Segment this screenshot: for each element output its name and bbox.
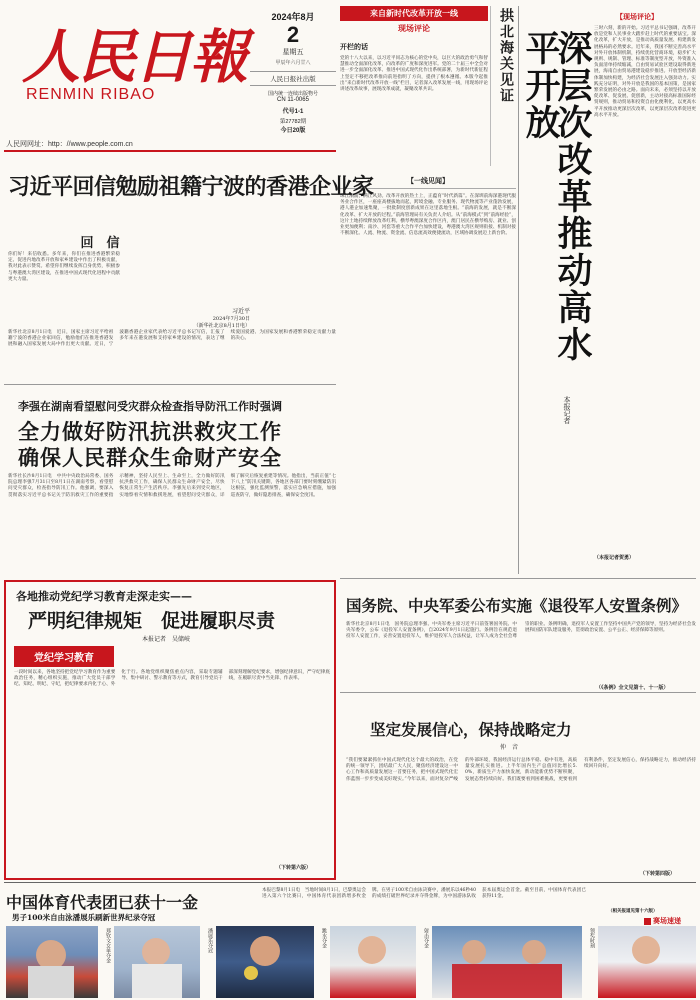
photo-podium: [432, 926, 582, 998]
lunar-date: 甲辰年六月廿八: [275, 60, 311, 66]
discipline-box: [4, 580, 336, 880]
caption-4: 射击夺金: [423, 928, 429, 948]
regulation-body: 新华社北京8月1日电 国务院总理李强、中央军委主席习近平日前签署国务院、中央军委令，公布《退役军人安置条例》，自2024年9月1日起施行。条例旨在规范退役军人安置工作，妥善安置退役军人，维护退役军人合法权益，让军人成为全社会尊崇的职业。条例明确，退役军人安置工作坚持中国共产党的领导，坚持为经济社会发展和国防军队建设服务，贯彻政治安置、公平公正、经济保障等原则。: [346, 622, 696, 640]
scene-body: 珠江潮涌，满江风劲。改革开放的热土上，正蕴育“时代新篇”。在深圳前海深港现代服务业合作区，一座座高楼拔地而起，跨境金融、专业服务、现代物流等产业蓬勃发展，港人港企加速集聚，一批批制度创新成果在这里落地生根。“前海的发展，就是不断深化改革、扩大开放的过程。”前海管理局有关负责人介绍。从“前海模式”到“前海经验”，这片土地持续释放改革红利。横琴粤澳深度合作区内，澳门居民在横琴购房、就业、创业更加便利；南沙、河套等重大合作平台加快建设，粤港澳大湾区规则衔接、机制对接不断深化。人流、物流、资金流、信息流高效便捷流动，区域协调发展迈上新台阶。: [340, 194, 516, 237]
reform-column: [340, 6, 488, 172]
lead-headline: 习近平回信勉励祖籍宁波的香港企业家: [8, 174, 374, 199]
discipline-badge: 党纪学习教育: [14, 646, 114, 667]
sports-body: 本报巴黎8月1日电 当地时间8月1日，巴黎奥运会进入第六个比赛日，中国体育代表团新增多枚金牌。在男子100米自由泳决赛中，潘展乐以46秒40的成绩打破世界纪录并夺得金牌，为中国游泳队收获本届奥运会首金。截至目前，中国体育代表团已获得11金。: [262, 888, 586, 900]
signature-date: 2024年7月30日: [212, 316, 250, 322]
scene-block: [340, 176, 516, 586]
sports-subhead: 男子100米自由泳潘展乐刷新世界纪录夺冠: [12, 913, 156, 922]
flood-headline-1: 全力做好防汛抗洪救灾工作: [18, 421, 282, 444]
caption-5: 领奖时刻: [589, 928, 595, 948]
weekday: 星期五: [282, 49, 304, 56]
website-line: 人民网网址：http：//www.people.com.cn: [6, 141, 133, 148]
sports-headline: 中国体育代表团已获十一金: [6, 895, 199, 912]
sports-link: （相关报道见第十六版）: [608, 909, 658, 914]
scene-title: 【一线见闻】: [340, 176, 516, 189]
commentary-note: （下转第四版）: [640, 871, 676, 877]
right-body: 三时六刻，新的开始。习近平总书记强调，改革开放是党和人民事业大踏步赶上时代的重要法宝。深化改革，扩大开放，是推动高质量发展、构建新发展格局的必然要求。近年来，我国不断完善高水平对外开放体制机制，持续优化营商环境，稳步扩大规则、规制、管理、标准等制度型开放，外资准入负面清单持续缩减，自由贸易试验区建设取得新进展，海南自由贸易港建设稳步推进。开放型经济新体制加快构建，为经济社会发展注入强劲动力。实践充分证明，对外开放是我国的基本国策，是国家繁荣发展的必由之路。面向未来，必须坚持以开放促改革、促发展、促创新，主动对接高标准国际经贸规则，推动贸易和投资自由化便利化，以更高水平开放推动更深层次改革，以更深层次改革促进更高水平开放。: [594, 26, 696, 118]
discipline-kicker: 各地推动党纪学习教育走深走实——: [16, 590, 192, 603]
commentary-headline: 坚定发展信心，保持战略定力: [370, 722, 572, 739]
right-author: 本报记者: [563, 396, 571, 424]
flood-kicker: 李强在湖南看望慰问受灾群众检查指导防汛工作时强调: [18, 400, 282, 413]
code-label: 代号1-1: [282, 109, 304, 115]
right-section: 【现场评论】: [616, 12, 658, 21]
commentary-body: “我们要紧紧抓住中国式现代化这个最大的政治，在党的统一领导下，团结最广大人民，聚焦经济建设这一中心工作和高质量发展这一首要任务，把中国式现代化宏伟蓝图一步步变成美好现实。”今年以来，面对复杂严峻的外部环境，我国经济运行总体平稳、稳中有进，高质量发展扎实推进。上半年国内生产总值同比增长5.0%，新质生产力加快发展，新动能新优势不断积聚，发展态势持续向好。我们既要看到困难挑战，更要看到有利条件，坚定发展信心，保持战略定力，推动经济持续回升向好。: [346, 758, 696, 782]
column-tag-1: 来自新时代改革开放一线: [340, 6, 488, 21]
flood-body: 新华社长沙8月1日电 中共中央政治局常委、国务院总理李强7月31日至8月1日在湖南考察，看望慰问受灾群众，检查指导防汛工作。他强调，要深入贯彻落实习近平总书记关于防汛救灾工作的重要指示精神，坚持人民至上、生命至上，全力做好防汛抗洪救灾工作，确保人民群众生命财产安全，尽快恢复正常生产生活秩序。李强先后来到受灾地区，实地察看灾情和救援进展，看望慰问受灾群众，详细了解灾后恢复重建等情况。他指出，当前正值“七下八上”防汛关键期，各地区各部门要时刻绷紧防汛这根弦，强化监测预警，落实应急响应措施，加强巡查防守，做好隐患排查，确保安全度汛。: [8, 474, 336, 498]
column-tag-2: 现场评论: [398, 24, 430, 33]
right-footer: （本报记者贺勇）: [594, 555, 635, 561]
sports-corner: 赛场速递: [644, 916, 698, 926]
letter-signature: [180, 306, 250, 329]
discipline-headline: 严明纪律规矩 促进履职尽责: [28, 611, 276, 632]
photo-shooting: [330, 926, 416, 998]
commentary-author: 仲 音: [500, 744, 519, 751]
regulation-note: （《条例》全文见第十、十一版）: [596, 685, 669, 691]
masthead: [0, 0, 260, 148]
signature-note: （新华社北京8月1日电）: [193, 323, 250, 329]
column-intro: 党的十八大以来，以习近平同志为核心的党中央，以巨大的政治勇气和智慧推动全面深化改革，向改革的广度和深度进军。党的二十届三中全会对进一步全面深化改革、推进中国式现代化作出系统部署，为新时代新征程上坚定不移把改革推向前进指明了方向，提供了根本遵循。本版今起推出“来自新时代改革开放一线”栏目，记者深入改革发展一线，用现场评论讲述改革故事，展现改革成就，凝聚改革共识。: [340, 56, 488, 93]
date-block: [250, 8, 336, 144]
date-day: 2: [286, 22, 300, 47]
discipline-note: （下转第六版）: [276, 865, 312, 871]
regulation-headline: 国务院、中央军委公布实施《退役军人安置条例》: [346, 598, 688, 615]
caption-3: 跳水夺金: [321, 928, 327, 948]
signature: 习近平: [231, 308, 250, 315]
issue-number: 第27782期: [279, 119, 307, 125]
date-month: 2024年8月: [271, 12, 315, 22]
photo-swimmer: [216, 926, 314, 998]
lead-news-body: 新华社北京8月1日电 近日，国家主席习近平给祖籍宁波的香港企业家回信，勉励他们在推进香港发展和融入国家发展大局中作出更大贡献。近日，宁波籍香港企业家代表给习近平总书记写信，汇报了多年来在港发展和支持家乡建设的情况，表达了继续爱国爱港、为国家发展和香港繁荣稳定贡献力量的决心。: [8, 330, 336, 348]
page-count: 今日20版: [280, 128, 306, 134]
caption-2: 潘展乐夺冠: [207, 928, 213, 953]
photo-tennis: [6, 926, 98, 998]
publisher: 人民日报社出版: [250, 71, 336, 86]
cn-label: 国内统一连续出版物号: [267, 91, 318, 97]
sports-icon: [644, 918, 651, 925]
newspaper-logo: 人民日報: [22, 23, 247, 91]
letter-title: 回 信: [80, 236, 120, 251]
flood-headline-2: 确保人民群众生命财产安全: [18, 447, 282, 470]
letter-body: 你们好！来信收悉。多年来，你们在推进香港繁荣稳定、促进内地改革开放和家乡建设中作出了积极贡献，我对此表示赞赏。希望你们继续发挥自身优势，积极参与粤港澳大湾区建设，在推进中国式现代化进程中贡献更大力量。: [8, 252, 120, 282]
cn-number: CN 11-0065: [277, 97, 309, 103]
discipline-author: 本报记者 吴储岐: [142, 636, 191, 643]
column-subtitle: 开栏的话: [340, 42, 368, 51]
right-headline: 深层次改革推动高水平开放: [521, 30, 592, 363]
logo-pinyin: RENMIN RIBAO: [26, 86, 156, 103]
photo-gymnast: [598, 926, 696, 998]
caption-1: 郑钦文女单夺金: [105, 928, 111, 963]
discipline-body: 一段时间以来，各地坚持把党纪学习教育作为重要政治任务，精心组织实施，推动广大党员干部学纪、知纪、明纪、守纪，把纪律要求内化于心、外化于行。各地党组织聚焦重点内容，采取专题辅导、集中研讨、警示教育等方式，教育引导党员干部深刻理解党纪要求，增强纪律意识，严守纪律底线，在履职尽责中当先锋、作表率。: [14, 670, 330, 688]
vertical-header: 拱北海关见证: [498, 8, 514, 104]
photo-diving: [114, 926, 200, 998]
